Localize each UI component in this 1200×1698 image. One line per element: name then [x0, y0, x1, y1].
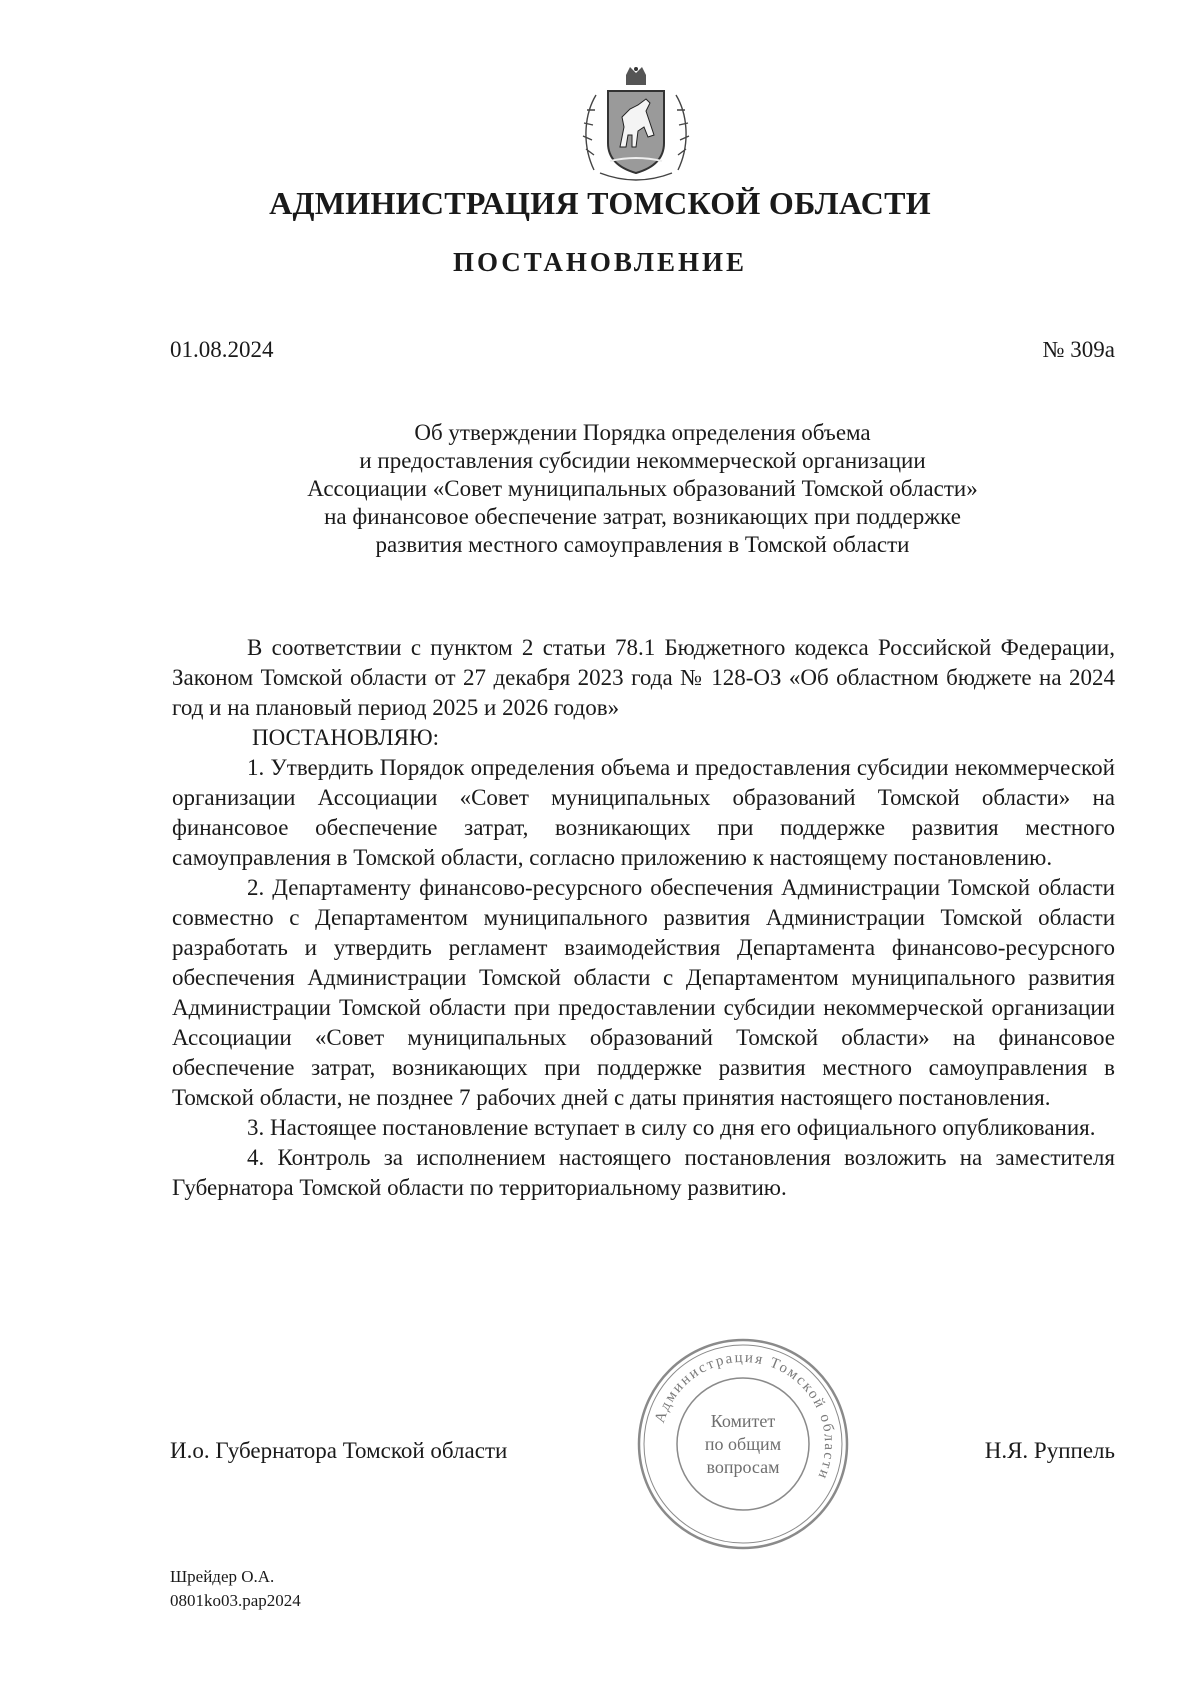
resolve-heading: ПОСТАНОВЛЯЮ: [252, 725, 440, 750]
document-number: № 309а [1042, 337, 1115, 362]
subject-line: развития местного самоуправления в Томской области [375, 532, 910, 557]
stamp-center-line: вопросам [706, 1457, 780, 1477]
preamble-paragraph: В соответствии с пунктом 2 статьи 78.1 Бюджетного кодекса Российской Федерации, Законом Томской области от 27 декабря 2023 года № 128-ОЗ «Об областном бюджете на 2024 год и на плановый период 2025 и 2026 годов» [172, 635, 1115, 720]
subject-line: Ассоциации «Совет муниципальных образований Томской области» [307, 476, 978, 501]
file-code: 0801ko03.pap2024 [170, 1591, 301, 1610]
clause-paragraph: 4. Контроль за исполнением настоящего постановления возложить на заместителя Губернатора Томской области по территориальному развитию. [172, 1145, 1115, 1200]
executor-name: Шрейдер О.А. [170, 1567, 275, 1586]
signatory-name: Н.Я. Руппель [984, 1438, 1115, 1463]
document-date: 01.08.2024 [170, 337, 274, 362]
signatory-title: И.о. Губернатора Томской области [170, 1438, 508, 1463]
document-body [172, 633, 1115, 1203]
subject-line: Об утверждении Порядка определения объема [414, 420, 871, 445]
coat-of-arms-icon [580, 65, 692, 185]
official-stamp [634, 1335, 852, 1553]
organization-title: АДМИНИСТРАЦИЯ ТОМСКОЙ ОБЛАСТИ [269, 185, 931, 221]
footer-block [170, 1565, 301, 1613]
subject-line: и предоставления субсидии некоммерческой организации [359, 448, 926, 473]
stamp-center-line: по общим [704, 1434, 782, 1454]
document-type: ПОСТАНОВЛЕНИЕ [452, 247, 748, 277]
stamp-ring-text: Администрация Томской области [651, 1349, 838, 1483]
document-subject [170, 419, 1115, 559]
clause-paragraph: 2. Департаменту финансово-ресурсного обеспечения Администрации Томской области совместно с Департаментом муниципального развития Администрации Томской области разработать и утвердить регламент взаимодействия Департамента финансово-ресурсного обеспечения Администрации Томской области с Департаментом муниципального развития Администрации Томской области при предоставлении субсидии некоммерческой организации Ассоциации «Совет муниципальных образований Томской области» на финансовое обеспечение затрат, возникающих при поддержке развития местного самоуправления в Томской области, не позднее 7 рабочих дней с даты принятия настоящего постановления. [172, 875, 1115, 1110]
clause-paragraph: 3. Настоящее постановление вступает в силу со дня его официального опубликования. [247, 1115, 1096, 1140]
stamp-center-line: Комитет [710, 1411, 776, 1431]
subject-line: на финансовое обеспечение затрат, возникающих при поддержке [324, 504, 961, 529]
clause-paragraph: 1. Утвердить Порядок определения объема и предоставления субсидии некоммерческой организации Ассоциации «Совет муниципальных образований Томской области» на финансовое обеспечение затрат, возникающих при поддержке развития местного самоуправления в Томской области, согласно приложению к настоящему постановлению. [172, 755, 1115, 870]
